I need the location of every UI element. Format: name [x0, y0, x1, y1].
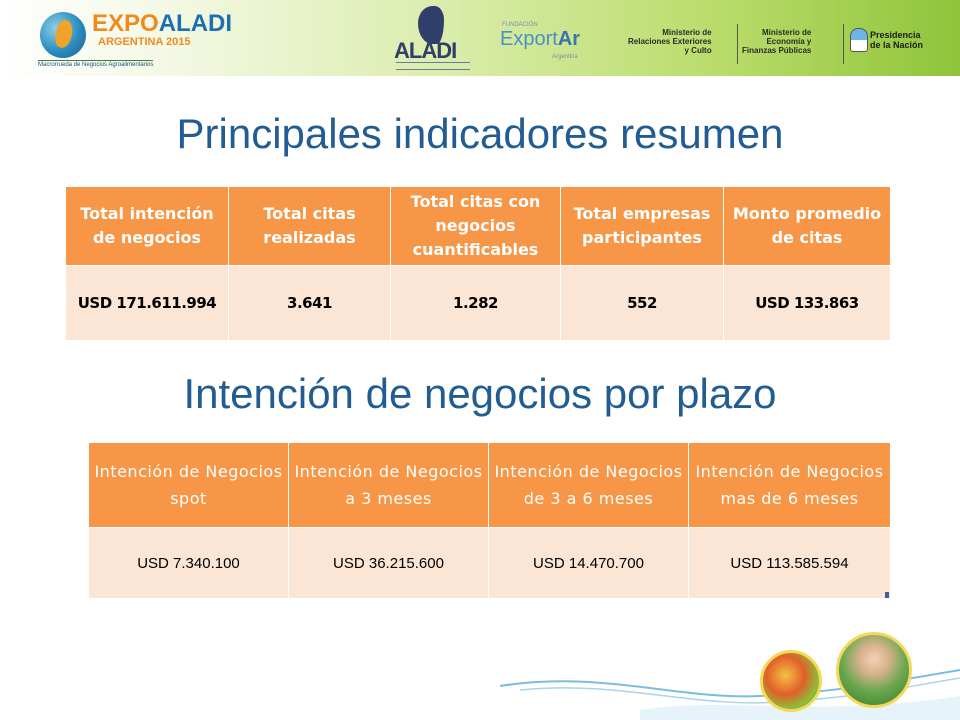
value-cell: USD 171.611.994: [66, 266, 229, 341]
exportar-argentina-label: Argentina: [552, 54, 578, 60]
value-cell: USD 7.340.100: [89, 528, 289, 599]
divider: [843, 24, 844, 64]
value-cell: USD 113.585.594: [689, 528, 891, 599]
divider: [737, 24, 738, 64]
exportar-label: ExportAr: [500, 28, 581, 50]
header-cell: Total empresas participantes: [561, 187, 724, 266]
value-cell: USD 14.470.700: [489, 528, 689, 599]
header-cell: Intención de Negocios a 3 meses: [289, 443, 489, 528]
value-cell: USD 133.863: [724, 266, 891, 341]
aladi-logo: [392, 6, 474, 70]
header-cell: Total citas con negocios cuantificables: [391, 187, 561, 266]
expoaladi-tagline: Macrorrueda de Negocios Agroalimentarios: [38, 62, 154, 68]
corner-mark: [885, 592, 889, 598]
table-row: [89, 528, 891, 599]
value-cell: 1.282: [391, 266, 561, 341]
ministerio-economia: Ministerio de Economía y Finanzas Públicas: [742, 28, 812, 55]
produce-photo-circle: [760, 650, 822, 712]
ministerio-relaciones-exteriores: Ministerio de Relaciones Exteriores y Culto: [628, 28, 712, 55]
aladi-label: ALADI: [394, 38, 457, 63]
section-title-plazo: Intención de negocios por plazo: [183, 370, 777, 417]
plazo-table: [88, 442, 891, 599]
table-header-row: [89, 443, 891, 528]
national-shield-icon: [850, 28, 868, 52]
expoaladi-subtitle: ARGENTINA 2015: [98, 36, 191, 48]
scientist-photo-circle: [836, 632, 912, 708]
header-banner: [0, 0, 960, 76]
header-cell: Intención de Negocios spot: [89, 443, 289, 528]
exportar-logo: [500, 22, 590, 66]
expoaladi-logo: [36, 8, 233, 70]
header-cell: Total intención de negocios: [66, 187, 229, 266]
header-cell: Monto promedio de citas: [724, 187, 891, 266]
presidencia-label: Presidencia de la Nación: [870, 30, 924, 50]
expoaladi-title: EXPOALADI: [92, 10, 233, 37]
value-cell: 3.641: [229, 266, 391, 341]
fundacion-label: FUNDACIÓN: [502, 22, 538, 28]
section-title-indicadores: Principales indicadores resumen: [176, 110, 784, 157]
value-cell: 552: [561, 266, 724, 341]
value-cell: USD 36.215.600: [289, 528, 489, 599]
decorative-swoosh: [0, 600, 960, 720]
globe-icon: [40, 12, 86, 58]
header-cell: Intención de Negocios de 3 a 6 meses: [489, 443, 689, 528]
aladi-caption-lines: [396, 62, 470, 70]
header-cell: Total citas realizadas: [229, 187, 391, 266]
indicadores-table: [65, 186, 891, 341]
header-cell: Intención de Negocios mas de 6 meses: [689, 443, 891, 528]
table-row: [66, 266, 891, 341]
table-header-row: [66, 187, 891, 266]
